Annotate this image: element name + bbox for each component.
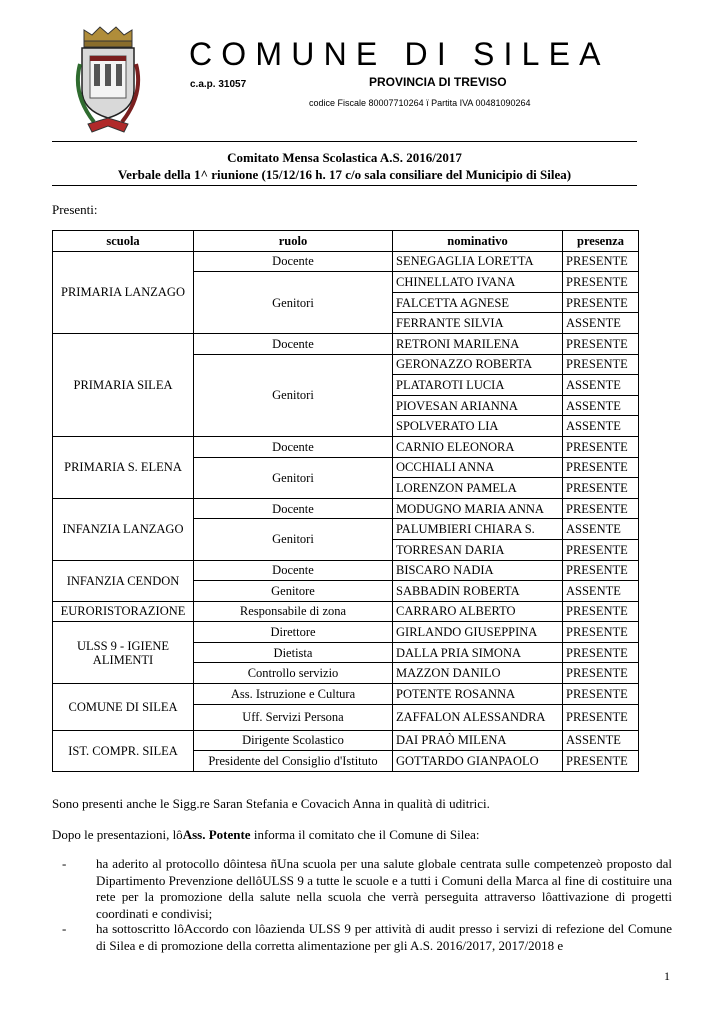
cell-ruolo: Docente: [194, 333, 393, 354]
cell-nominativo: FERRANTE SILVIA: [393, 313, 563, 334]
cell-presenza: ASSENTE: [563, 581, 639, 602]
cell-ruolo: Genitori: [194, 354, 393, 436]
cell-scuola: ULSS 9 - IGIENE ALIMENTI: [53, 622, 194, 684]
attendees-label: Presenti:: [52, 202, 98, 217]
table-body: [53, 251, 639, 771]
cell-presenza: PRESENTE: [563, 354, 639, 375]
cell-scuola: PRIMARIA LANZAGO: [53, 251, 194, 333]
cell-nominativo: CARNIO ELEONORA: [393, 436, 563, 457]
cell-presenza: PRESENTE: [563, 292, 639, 313]
cell-ruolo: Genitore: [194, 581, 393, 602]
cell-ruolo: Genitori: [194, 457, 393, 498]
municipality-name: COMUNE DI SILEA: [189, 36, 610, 72]
cell-presenza: ASSENTE: [563, 519, 639, 540]
cell-nominativo: TORRESAN DARIA: [393, 539, 563, 560]
cell-presenza: PRESENTE: [563, 457, 639, 478]
cell-nominativo: PALUMBIERI CHIARA S.: [393, 519, 563, 540]
cell-scuola: PRIMARIA SILEA: [53, 333, 194, 436]
cell-nominativo: ZAFFALON ALESSANDRA: [393, 704, 563, 730]
bullet-item-agreement: [52, 921, 672, 955]
bullet-dash: -: [62, 921, 67, 936]
cell-ruolo: Responsabile di zona: [194, 601, 393, 622]
cell-presenza: PRESENTE: [563, 642, 639, 663]
cell-nominativo: DAI PRAÒ MILENA: [393, 730, 563, 751]
cell-scuola: IST. COMPR. SILEA: [53, 730, 194, 771]
cell-presenza: ASSENTE: [563, 416, 639, 437]
cell-nominativo: LORENZON PAMELA: [393, 478, 563, 499]
cell-ruolo: Direttore: [194, 622, 393, 643]
table-row: [53, 730, 639, 751]
table-row: [53, 560, 639, 581]
cell-presenza: ASSENTE: [563, 730, 639, 751]
cell-ruolo: Docente: [194, 498, 393, 519]
cell-scuola: INFANZIA CENDON: [53, 560, 194, 601]
fiscal-codes: codice Fiscale 80007710264 ï Partita IVA 00481090264: [309, 98, 531, 108]
cell-scuola: COMUNE DI SILEA: [53, 684, 194, 731]
table-row: [53, 251, 639, 272]
table-row: [53, 684, 639, 705]
cell-presenza: PRESENTE: [563, 251, 639, 272]
table-row: [53, 436, 639, 457]
table-row: [53, 498, 639, 519]
cell-nominativo: MAZZON DANILO: [393, 663, 563, 684]
cell-scuola: INFANZIA LANZAGO: [53, 498, 194, 560]
cell-presenza: ASSENTE: [563, 313, 639, 334]
cell-nominativo: RETRONI MARILENA: [393, 333, 563, 354]
column-header-scuola: scuola: [53, 231, 194, 252]
cell-ruolo: Dirigente Scolastico: [194, 730, 393, 751]
cell-presenza: PRESENTE: [563, 622, 639, 643]
cell-presenza: PRESENTE: [563, 704, 639, 730]
table-row: [53, 601, 639, 622]
page-number: 1: [664, 969, 670, 983]
cell-ruolo: Docente: [194, 560, 393, 581]
cell-presenza: PRESENTE: [563, 436, 639, 457]
column-header-nominativo: nominativo: [393, 231, 563, 252]
cell-ruolo: Genitori: [194, 272, 393, 334]
cell-presenza: ASSENTE: [563, 375, 639, 396]
municipal-crest-icon: [72, 24, 144, 136]
cell-scuola: PRIMARIA S. ELENA: [53, 436, 194, 498]
cell-presenza: PRESENTE: [563, 498, 639, 519]
cell-nominativo: CHINELLATO IVANA: [393, 272, 563, 293]
cell-ruolo: Presidente del Consiglio d'Istituto: [194, 751, 393, 772]
auditors-paragraph: Sono presenti anche le Sigg.re Saran Stefania e Covacich Anna in qualità di uditrici.: [52, 796, 490, 811]
cell-nominativo: CARRARO ALBERTO: [393, 601, 563, 622]
cell-ruolo: Docente: [194, 436, 393, 457]
cell-presenza: ASSENTE: [563, 395, 639, 416]
cell-nominativo: SABBADIN ROBERTA: [393, 581, 563, 602]
bullet-text: ha sottoscritto lôAccordo con lôazienda ULSS 9 per attività di audit presso i servizi di refezione del Comune di Silea e di promozione della corretta alimentazione per gli A.S. 2016/2017, 2017/2018 e: [96, 921, 672, 953]
table-header-row: [53, 231, 639, 252]
cell-ruolo: Docente: [194, 251, 393, 272]
document-subtitle: Verbale della 1^ riunione (15/12/16 h. 17 c/o sala consiliare del Municipio di Silea): [117, 167, 572, 182]
postal-code: c.a.p. 31057: [190, 79, 247, 90]
column-header-presenza: presenza: [563, 231, 639, 252]
intro-paragraph: [52, 827, 479, 843]
cell-presenza: PRESENTE: [563, 560, 639, 581]
cell-nominativo: GERONAZZO ROBERTA: [393, 354, 563, 375]
cell-nominativo: SENEGAGLIA LORETTA: [393, 251, 563, 272]
cell-nominativo: SPOLVERATO LIA: [393, 416, 563, 437]
cell-nominativo: OCCHIALI ANNA: [393, 457, 563, 478]
cell-nominativo: MODUGNO MARIA ANNA: [393, 498, 563, 519]
intro-text-bold: Ass. Potente: [182, 827, 251, 842]
cell-presenza: PRESENTE: [563, 751, 639, 772]
document-title: Comitato Mensa Scolastica A.S. 2016/2017: [227, 150, 462, 165]
intro-text-post: informa il comitato che il Comune di Silea:: [250, 827, 480, 842]
cell-nominativo: BISCARO NADIA: [393, 560, 563, 581]
bullet-dash: -: [62, 856, 67, 871]
cell-presenza: PRESENTE: [563, 601, 639, 622]
table-row: [53, 622, 639, 643]
cell-presenza: PRESENTE: [563, 539, 639, 560]
cell-presenza: PRESENTE: [563, 272, 639, 293]
cell-nominativo: PIOVESAN ARIANNA: [393, 395, 563, 416]
cell-ruolo: Uff. Servizi Persona: [194, 704, 393, 730]
province-name: PROVINCIA DI TREVISO: [369, 75, 507, 89]
table-row: [53, 333, 639, 354]
cell-ruolo: Controllo servizio: [194, 663, 393, 684]
intro-text-pre: Dopo le presentazioni, lô: [52, 827, 183, 842]
cell-scuola: EURORISTORAZIONE: [53, 601, 194, 622]
cell-nominativo: POTENTE ROSANNA: [393, 684, 563, 705]
cell-nominativo: GOTTARDO GIANPAOLO: [393, 751, 563, 772]
cell-ruolo: Genitori: [194, 519, 393, 560]
cell-presenza: PRESENTE: [563, 333, 639, 354]
cell-nominativo: DALLA PRIA SIMONA: [393, 642, 563, 663]
attendance-table: [52, 230, 639, 772]
title-rule: [52, 185, 637, 186]
cell-ruolo: Dietista: [194, 642, 393, 663]
cell-ruolo: Ass. Istruzione e Cultura: [194, 684, 393, 705]
cell-presenza: PRESENTE: [563, 478, 639, 499]
column-header-ruolo: ruolo: [194, 231, 393, 252]
cell-nominativo: FALCETTA AGNESE: [393, 292, 563, 313]
bullet-item-protocol: [52, 856, 672, 922]
cell-presenza: PRESENTE: [563, 684, 639, 705]
bullet-text: ha aderito al protocollo dôintesa ñUna scuola per una salute globale centrata sulle competenzeò proposto dal Dipartimento Prevenzione dellôULSS 9 a tutte le scuole e a tutti i Comuni della Marca al fine di costituire una rete per la promozione della salute nella scuola che verrà perseguita attraverso lôattivazione di progetti coordinati e condivisi;: [96, 856, 672, 921]
header-rule: [52, 141, 637, 142]
cell-nominativo: PLATAROTI LUCIA: [393, 375, 563, 396]
cell-presenza: PRESENTE: [563, 663, 639, 684]
cell-nominativo: GIRLANDO GIUSEPPINA: [393, 622, 563, 643]
